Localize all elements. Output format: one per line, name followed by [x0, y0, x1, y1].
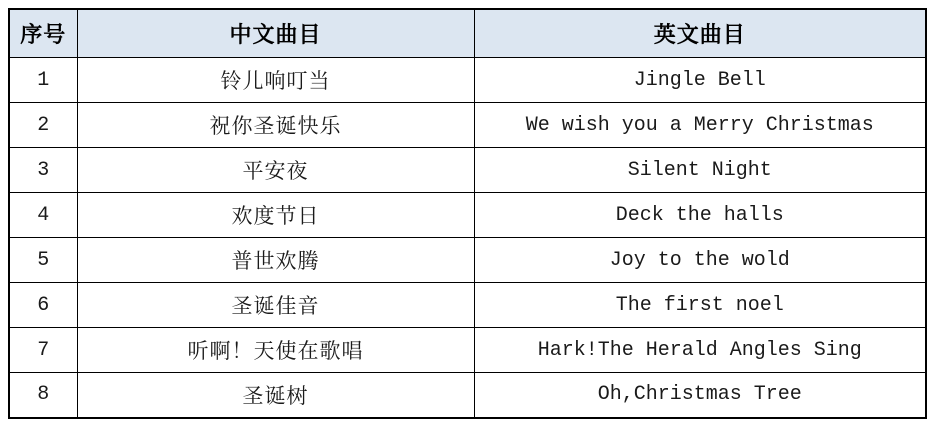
header-cell-english: 英文曲目 [474, 9, 926, 58]
chinese-title-cell: 祝你圣诞快乐 [77, 103, 474, 148]
english-title-cell: Joy to the wold [474, 238, 926, 283]
english-title-cell: Jingle Bell [474, 58, 926, 103]
english-title-cell: Silent Night [474, 148, 926, 193]
table-row [9, 193, 926, 238]
chinese-title-cell: 听啊！天使在歌唱 [77, 328, 474, 373]
english-title-cell: Hark!The Herald Angles Sing [474, 328, 926, 373]
chinese-title-cell: 铃儿响叮当 [77, 58, 474, 103]
table-row [9, 103, 926, 148]
chinese-title-cell: 平安夜 [77, 148, 474, 193]
table-header-row [9, 9, 926, 58]
row-index-cell: 4 [9, 193, 77, 238]
row-index-cell: 1 [9, 58, 77, 103]
table-row [9, 238, 926, 283]
table-row [9, 283, 926, 328]
header-cell-chinese: 中文曲目 [77, 9, 474, 58]
row-index-cell: 3 [9, 148, 77, 193]
row-index-cell: 5 [9, 238, 77, 283]
song-table-container [8, 8, 927, 419]
chinese-title-cell: 普世欢腾 [77, 238, 474, 283]
row-index-cell: 8 [9, 373, 77, 418]
table-row [9, 328, 926, 373]
chinese-title-cell: 圣诞佳音 [77, 283, 474, 328]
english-title-cell: Oh,Christmas Tree [474, 373, 926, 418]
chinese-title-cell: 欢度节日 [77, 193, 474, 238]
chinese-title-cell: 圣诞树 [77, 373, 474, 418]
song-table [8, 8, 927, 419]
english-title-cell: We wish you a Merry Christmas [474, 103, 926, 148]
header-cell-index: 序号 [9, 9, 77, 58]
english-title-cell: The first noel [474, 283, 926, 328]
row-index-cell: 2 [9, 103, 77, 148]
row-index-cell: 6 [9, 283, 77, 328]
english-title-cell: Deck the halls [474, 193, 926, 238]
table-row [9, 148, 926, 193]
table-row [9, 58, 926, 103]
table-body [9, 58, 926, 418]
row-index-cell: 7 [9, 328, 77, 373]
table-row [9, 373, 926, 418]
